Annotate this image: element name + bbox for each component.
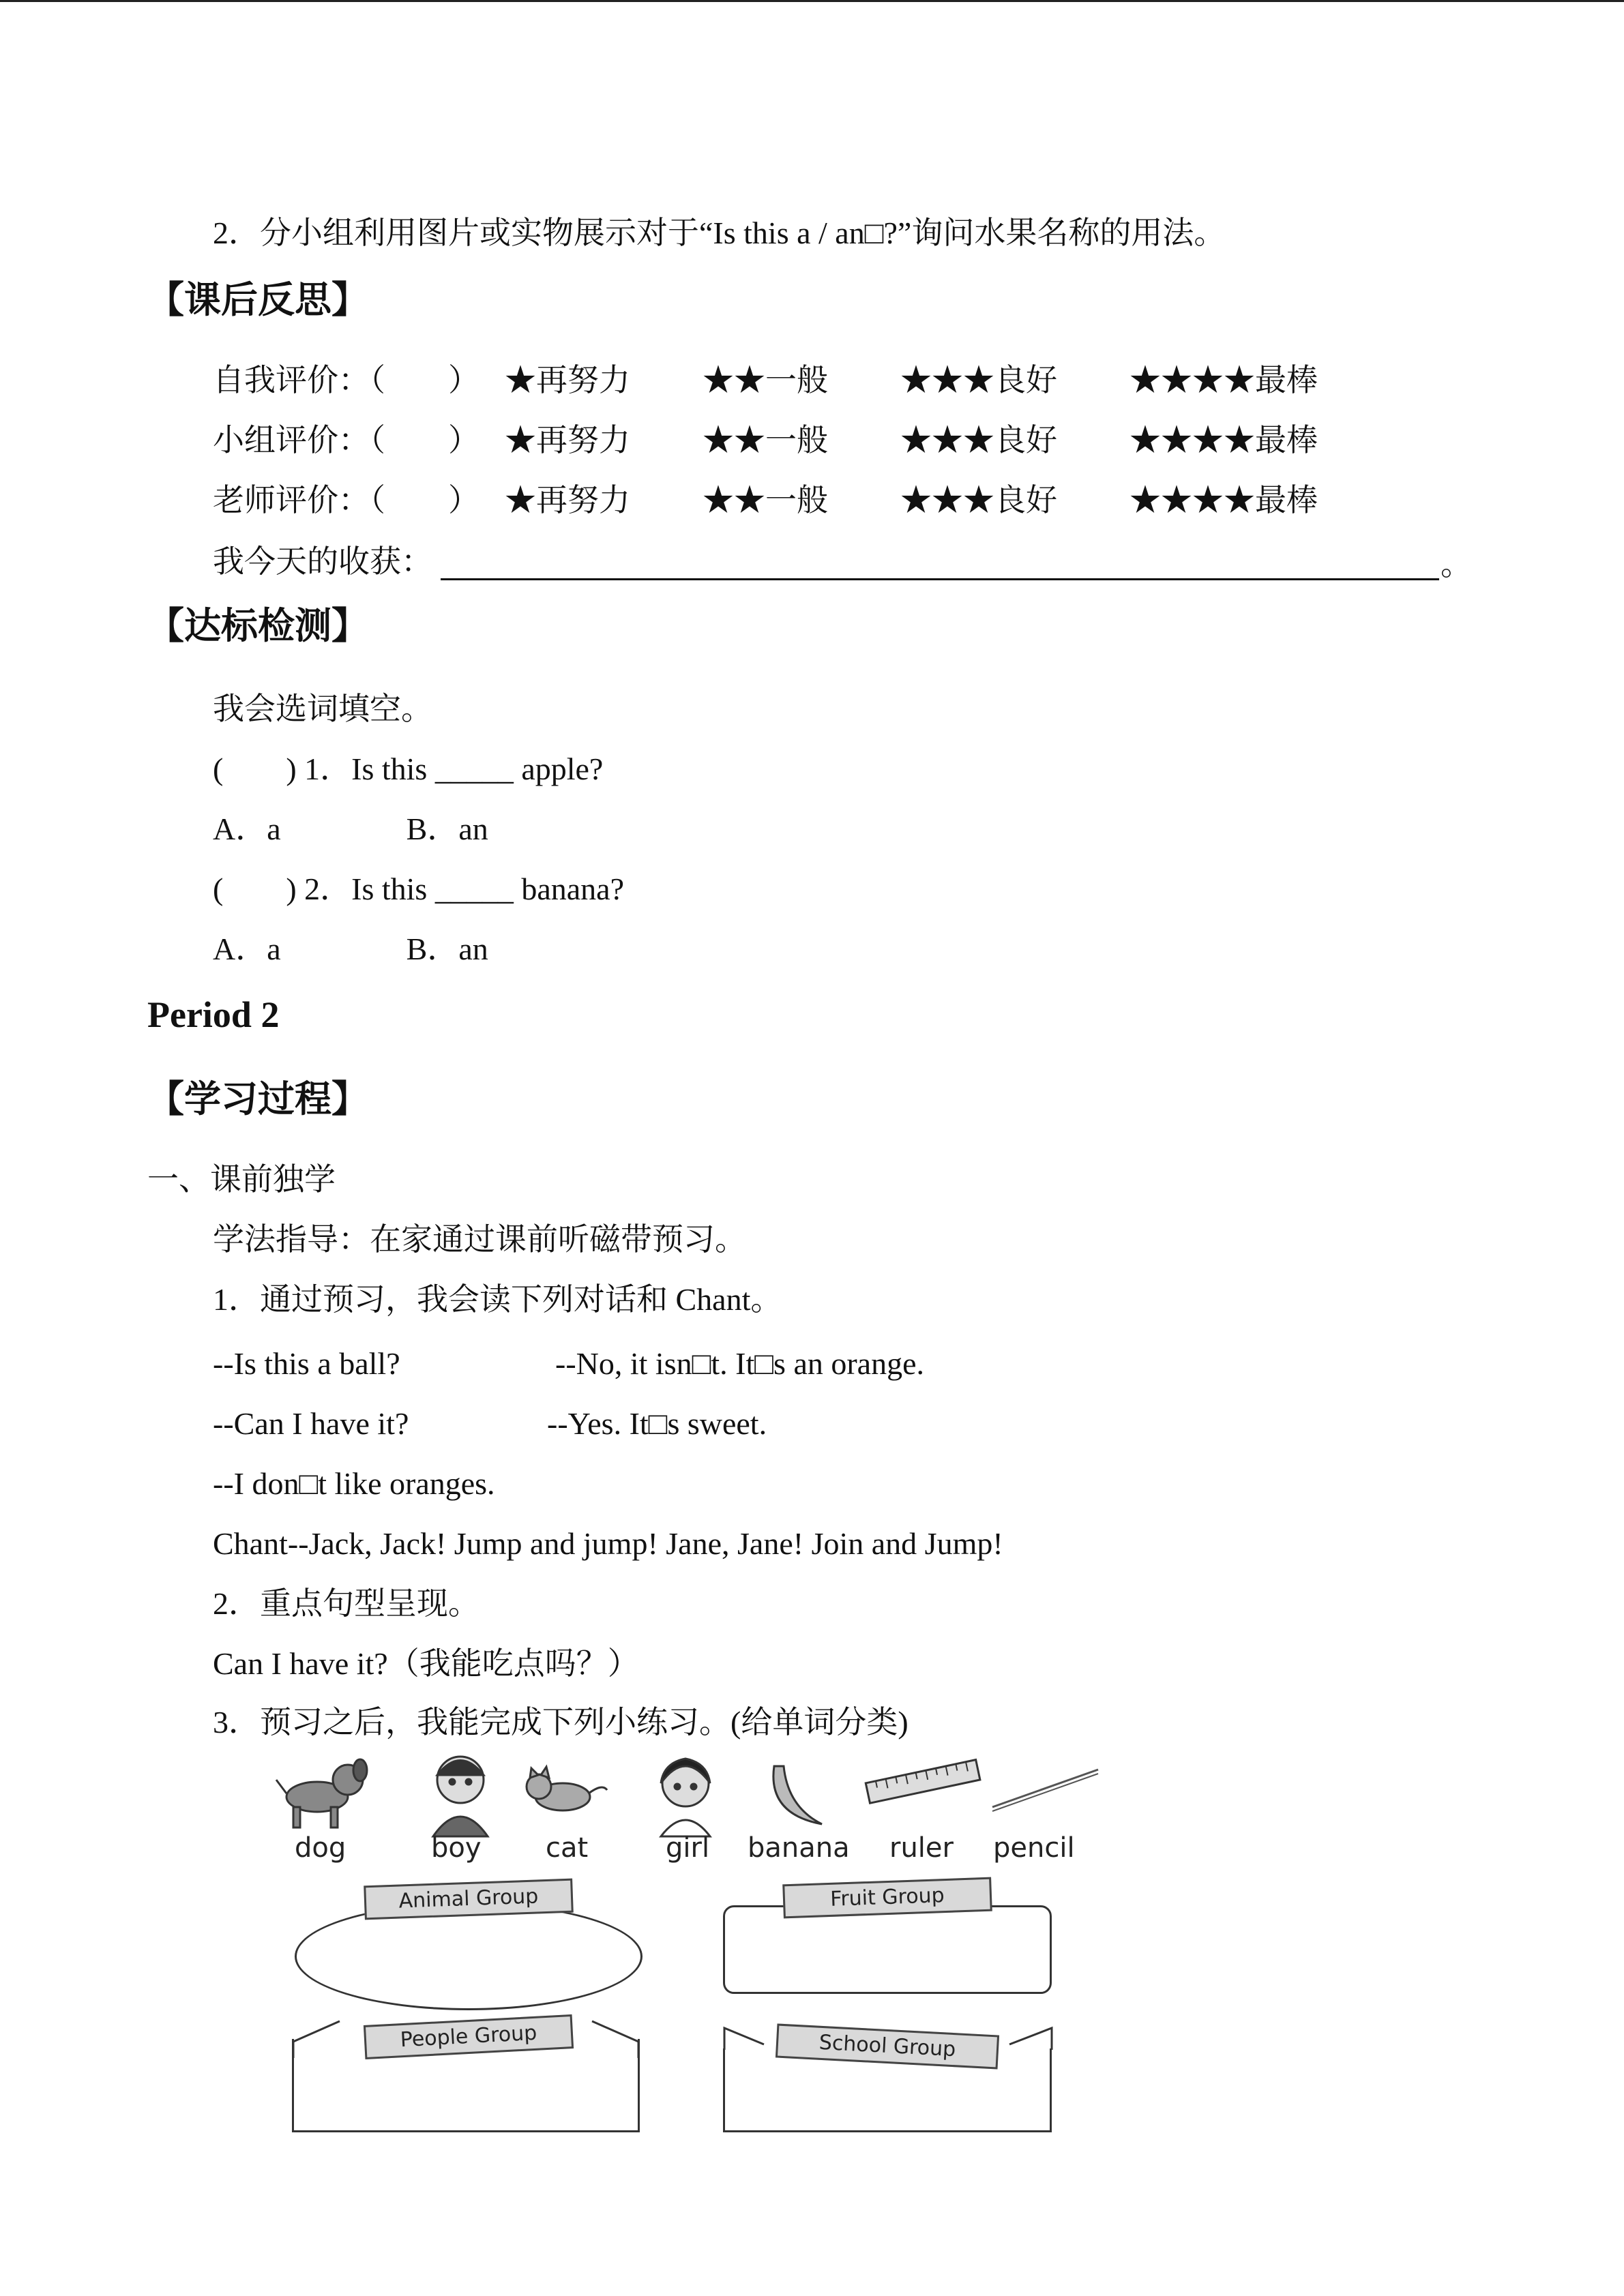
word-label: boy xyxy=(431,1832,482,1864)
harvest-label: 我今天的收获： xyxy=(213,544,432,579)
dialog-line: --I don□t like oranges. xyxy=(213,1466,495,1501)
section-process-heading: 【学习过程】 xyxy=(147,1079,368,1120)
animal-group-oval[interactable] xyxy=(295,1903,643,2010)
question-1: ( ) 1．Is this _____ apple? xyxy=(213,751,604,786)
rating-level-4: ★★★★最棒 xyxy=(1130,483,1318,518)
page-top-border xyxy=(0,0,1624,2)
question-1-options: A．a B．an xyxy=(213,811,488,846)
boy-picture xyxy=(433,1757,488,1836)
item-3: 3．预习之后，我能完成下列小练习。(给单词分类) xyxy=(213,1705,909,1740)
word-pictures xyxy=(273,1746,1119,1841)
method-guide: 学法指导：在家通过课前听磁带预习。 xyxy=(213,1222,746,1257)
pencil-picture xyxy=(992,1770,1098,1811)
rating-level-4: ★★★★最棒 xyxy=(1130,423,1318,458)
rating-level-1: ★再努力 xyxy=(505,423,630,458)
dialog-line: --No, it isn□t. It□s an orange. xyxy=(555,1346,925,1381)
rating-level-2: ★★一般 xyxy=(703,423,828,458)
rating-level-4: ★★★★最棒 xyxy=(1130,363,1318,398)
rating-level-3: ★★★良好 xyxy=(900,483,1057,518)
animal-group-banner: Animal Group xyxy=(364,1879,574,1920)
dog-picture xyxy=(276,1759,367,1828)
dialog-line: --Is this a ball? xyxy=(213,1346,400,1381)
word-label: dog xyxy=(295,1832,346,1864)
dialog-line: --Can I have it? xyxy=(213,1406,409,1441)
people-group-banner: People Group xyxy=(364,2014,574,2059)
word-label: pencil xyxy=(993,1832,1075,1864)
word-label: banana xyxy=(748,1832,850,1864)
dialog-line: --Yes. It□s sweet. xyxy=(547,1406,767,1441)
word-label: cat xyxy=(546,1832,589,1864)
ruler-picture xyxy=(866,1760,980,1804)
cat-picture xyxy=(527,1767,607,1810)
section-test-heading: 【达标检测】 xyxy=(147,606,368,646)
chant-line: Chant--Jack, Jack! Jump and jump! Jane, Jane! Join and Jump! xyxy=(213,1526,1003,1561)
fruit-group-banner: Fruit Group xyxy=(782,1877,992,1919)
banana-picture xyxy=(773,1766,822,1824)
test-instruction: 我会选词填空。 xyxy=(213,691,432,726)
harvest-blank-line[interactable] xyxy=(441,578,1439,580)
section-reflection-heading: 【课后反思】 xyxy=(147,280,368,320)
evaluation-label: 自我评价：（ ） xyxy=(213,363,479,398)
item-1: 1．通过预习，我会读下列对话和 Chant。 xyxy=(213,1282,782,1317)
item-2: 2．重点句型呈现。 xyxy=(213,1586,479,1621)
rating-level-2: ★★一般 xyxy=(703,363,828,398)
question-2: ( ) 2．Is this _____ banana? xyxy=(213,871,624,906)
school-group-banner: School Group xyxy=(776,2024,999,2070)
intro-line: 2．分小组利用图片或实物展示对于“Is this a / an□?”询问水果名称的用法。 xyxy=(213,215,1226,250)
question-2-options: A．a B．an xyxy=(213,931,488,966)
rating-level-2: ★★一般 xyxy=(703,483,828,518)
part-1-title: 一、课前独学 xyxy=(147,1162,336,1197)
rating-level-1: ★再努力 xyxy=(505,483,630,518)
rating-level-3: ★★★良好 xyxy=(900,363,1057,398)
word-label: girl xyxy=(666,1832,710,1864)
girl-picture xyxy=(661,1759,710,1836)
period-title: Period 2 xyxy=(147,994,280,1035)
rating-level-3: ★★★良好 xyxy=(900,423,1057,458)
evaluation-label: 老师评价：（ ） xyxy=(213,483,479,518)
rating-level-1: ★再努力 xyxy=(505,363,630,398)
key-sentence: Can I have it?（我能吃点吗？） xyxy=(213,1646,639,1681)
evaluation-label: 小组评价：（ ） xyxy=(213,423,479,458)
word-label: ruler xyxy=(889,1832,954,1864)
harvest-end-mark: 。 xyxy=(1441,547,1472,582)
fruit-group-box[interactable] xyxy=(723,1905,1052,1994)
